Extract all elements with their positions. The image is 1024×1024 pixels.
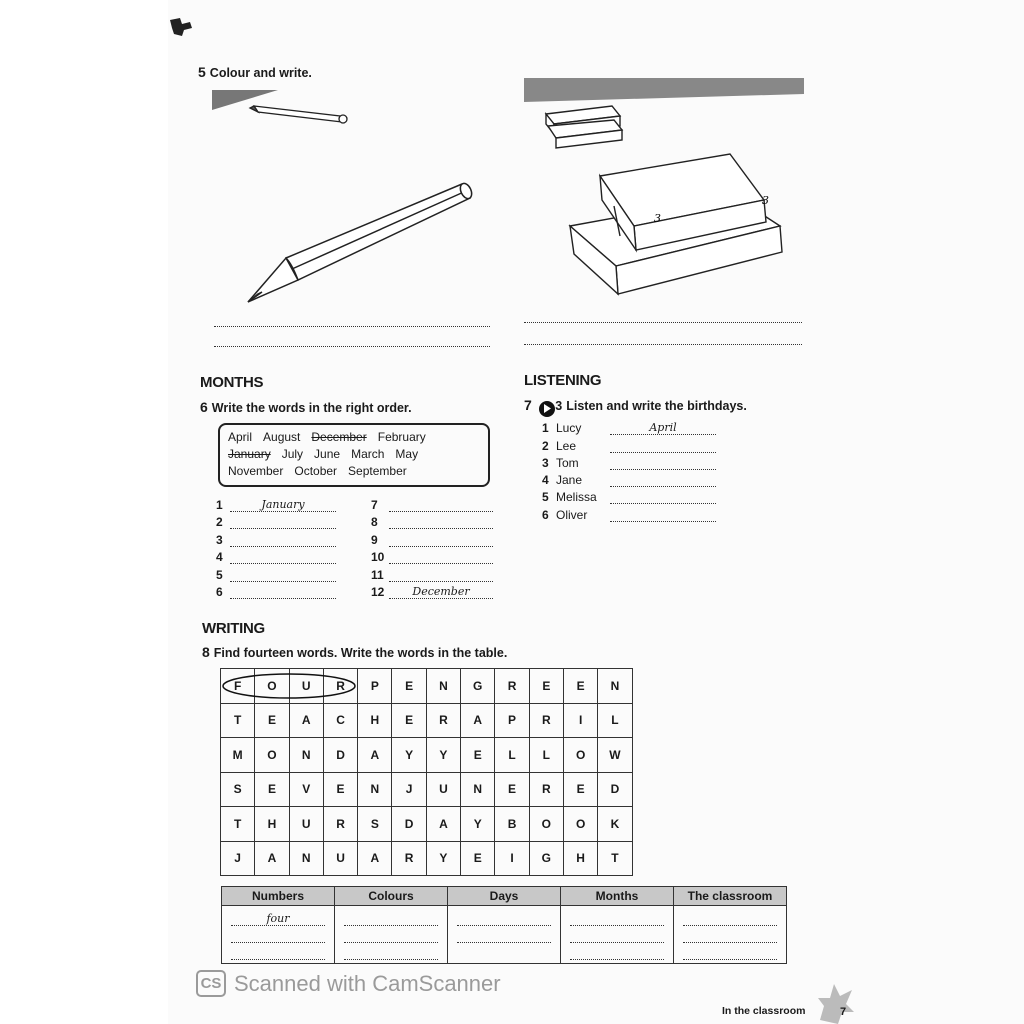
camscanner-logo-icon: CS [196,970,226,997]
category-answer-cell [674,906,787,964]
grid-letter[interactable]: P [495,703,529,738]
listening-name: Tom [556,455,579,470]
listening-row [542,453,716,470]
grid-letter[interactable]: G [461,669,495,704]
grid-row [221,807,633,842]
answer-number: 7 [371,497,378,512]
category-table-wrapper [221,886,787,964]
month-word: June [314,447,341,461]
category-header: Months [561,887,674,906]
listening-number: 2 [542,438,549,453]
birthday-answer-line[interactable] [610,490,716,504]
grid-letter[interactable]: R [392,841,426,876]
pencil-illustration [212,88,492,348]
listening-number: 3 [542,455,549,470]
grid-row [221,703,633,738]
months-answer-row [371,547,493,565]
grid-letter[interactable]: H [358,703,392,738]
grid-letter[interactable]: N [598,669,632,704]
ex5-title: 5 Colour and write. [198,64,312,80]
ex5-books-line-2[interactable] [524,344,802,345]
answer-number: 4 [216,550,223,564]
grid-letter[interactable]: Y [426,738,460,773]
category-header-row [222,887,787,906]
answer-handwriting: January [261,497,305,511]
month-word: August [263,430,301,444]
months-answers-col-2 [371,494,493,599]
grid-letter[interactable]: R [323,807,357,842]
grid-letter[interactable]: L [495,738,529,773]
category-answer-line[interactable] [683,912,777,926]
birthday-answer-line[interactable] [610,439,716,453]
grid-letter[interactable]: J [392,772,426,807]
grid-letter[interactable]: A [358,738,392,773]
category-table [221,886,787,964]
grid-letter[interactable]: H [255,807,289,842]
listening-name: Jane [556,473,583,488]
month-word: December [311,430,367,444]
month-word: October [294,464,338,478]
listening-number: 4 [542,473,549,488]
months-answer-row [371,582,493,600]
grid-letter[interactable]: N [289,738,323,773]
months-answers-col-1 [216,494,336,599]
scanner-watermark [196,970,501,997]
grid-letter[interactable]: P [358,669,392,704]
grid-letter[interactable]: U [289,669,323,704]
listening-list [542,418,716,522]
grid-letter[interactable]: D [598,772,632,807]
grid-letter[interactable]: E [255,703,289,738]
listening-number: 6 [542,507,549,522]
listening-row [542,470,716,487]
grid-letter[interactable]: N [461,772,495,807]
grid-letter[interactable]: U [426,772,460,807]
birthday-answer-line[interactable] [610,456,716,470]
category-answer-line[interactable] [344,929,438,943]
category-answer-line[interactable] [570,946,664,960]
months-heading: MONTHS [200,374,264,391]
grid-letter[interactable]: E [529,669,563,704]
grid-letter[interactable]: R [323,669,357,704]
grid-letter[interactable]: R [495,669,529,704]
grid-letter[interactable]: E [495,772,529,807]
page-number: 7 [840,1006,847,1018]
grid-letter[interactable]: A [358,841,392,876]
listening-name: Oliver [556,507,588,522]
grid-letter[interactable]: N [426,669,460,704]
category-answer-line[interactable] [570,912,664,926]
month-word: March [351,447,385,461]
listening-row [542,418,716,435]
birthday-answer-line[interactable] [610,421,716,435]
grid-letter[interactable]: D [392,807,426,842]
grid-row [221,738,633,773]
category-answer-cell [561,906,674,964]
category-answer-line[interactable] [344,946,438,960]
answer-line[interactable] [389,550,493,564]
workbook-page [168,0,1024,1024]
category-answer-line[interactable] [231,912,325,926]
category-answer-line[interactable] [457,912,551,926]
grid-letter[interactable]: Y [461,807,495,842]
grid-letter[interactable]: E [392,703,426,738]
grid-letter[interactable]: R [426,703,460,738]
grid-letter[interactable]: L [598,703,632,738]
month-word: April [228,430,253,444]
grid-letter[interactable]: C [323,703,357,738]
category-answer-line[interactable] [683,946,777,960]
answer-line[interactable] [389,515,493,529]
months-answer-row [371,512,493,530]
months-answer-row [216,529,336,547]
listening-row [542,435,716,452]
grid-letter[interactable]: J [221,841,255,876]
grid-letter[interactable]: O [563,738,597,773]
answer-line[interactable] [389,568,493,582]
answer-number: 2 [216,515,223,529]
word-search-wrapper [220,668,633,876]
grid-letter[interactable]: L [529,738,563,773]
months-word-box [218,423,490,487]
answer-number: 10 [371,550,385,564]
ex5-answer-line-1[interactable] [214,326,490,327]
grid-letter[interactable]: D [323,738,357,773]
grid-letter[interactable]: N [289,841,323,876]
grid-letter[interactable]: A [255,841,289,876]
category-answer-line[interactable] [570,929,664,943]
audio-play-icon[interactable] [539,401,555,417]
grid-letter[interactable]: Y [426,841,460,876]
month-word: July [281,447,304,461]
grid-row [221,772,633,807]
category-answer-line[interactable] [231,946,325,960]
category-answer-cell [448,906,561,964]
category-handwriting: four [266,912,290,925]
grid-letter[interactable]: R [529,772,563,807]
answer-number: 11 [371,567,384,582]
category-header: Days [448,887,561,906]
grid-letter[interactable]: E [392,669,426,704]
grid-letter[interactable]: I [563,703,597,738]
answer-number: 3 [216,532,223,547]
grid-letter[interactable]: B [495,807,529,842]
grid-letter[interactable]: M [221,738,255,773]
grid-letter[interactable]: A [461,703,495,738]
grid-letter[interactable]: T [221,703,255,738]
answer-number: 6 [216,585,223,599]
four-circle-mark [220,672,360,702]
ex5-books-line-1[interactable] [524,322,802,323]
svg-text:3: 3 [762,194,769,207]
grid-letter[interactable]: T [221,807,255,842]
grid-letter[interactable]: G [529,841,563,876]
grid-letter[interactable]: U [289,807,323,842]
months-answer-row [216,564,336,582]
grid-letter[interactable]: E [563,669,597,704]
answer-line[interactable] [230,568,336,582]
category-answer-cell [335,906,448,964]
months-answer-row [371,564,493,582]
ex7-title: 7 3 Listen and write the birthdays. [524,397,747,417]
months-answer-row [216,547,336,565]
scan-margin [0,0,168,1024]
birthday-handwriting: April [649,421,677,435]
grid-letter[interactable]: U [323,841,357,876]
answer-line[interactable] [389,585,493,599]
answer-line[interactable] [230,550,336,564]
page-corner-splash-icon [814,980,856,1024]
grid-letter[interactable]: A [289,703,323,738]
answer-number: 12 [371,585,385,599]
ex6-title: 6 Write the words in the right order. [200,399,412,415]
months-answer-row [216,494,336,512]
listening-name: Lucy [556,421,582,436]
month-word: November [228,464,284,478]
grid-letter[interactable]: V [289,772,323,807]
grid-letter[interactable]: W [598,738,632,773]
grid-letter[interactable]: E [563,772,597,807]
grid-letter[interactable]: E [461,738,495,773]
listening-number: 1 [542,421,549,436]
watermark-text: Scanned with CamScanner [234,970,501,996]
answer-number: 1 [216,497,223,512]
answer-handwriting: December [412,585,470,598]
month-word: May [395,447,419,461]
grid-letter[interactable]: H [563,841,597,876]
books-illustration [524,76,804,316]
month-word: February [377,430,426,444]
answer-number: 5 [216,567,223,582]
footer-unit-title: In the classroom [722,1005,806,1017]
grid-letter[interactable]: O [255,738,289,773]
grid-letter[interactable]: S [221,772,255,807]
grid-letter[interactable]: E [323,772,357,807]
months-answer-row [371,494,493,512]
category-answer-line[interactable] [457,929,551,943]
grid-letter[interactable]: I [495,841,529,876]
months-answer-row [216,582,336,600]
answer-line[interactable] [230,533,336,547]
category-header: The classroom [674,887,787,906]
grid-letter[interactable]: N [358,772,392,807]
category-header: Numbers [222,887,335,906]
listening-row [542,487,716,504]
answer-line[interactable] [389,498,493,512]
birthday-answer-line[interactable] [610,473,716,487]
answer-line[interactable] [389,533,493,547]
ex5-answer-line-2[interactable] [214,346,490,347]
grid-letter[interactable]: K [598,807,632,842]
listening-row [542,504,716,521]
month-word: January [228,447,271,461]
grid-letter[interactable]: Y [392,738,426,773]
listening-heading: LISTENING [524,372,602,389]
listening-number: 5 [542,490,549,505]
month-word: September [348,464,407,478]
answer-number: 8 [371,515,378,529]
category-answer-row [222,906,787,964]
listening-name: Melissa [556,490,597,505]
months-answer-row [216,512,336,530]
grid-letter[interactable]: T [598,841,632,876]
birthday-answer-line[interactable] [610,508,716,522]
answer-line[interactable] [230,585,336,599]
grid-letter[interactable]: E [255,772,289,807]
grid-letter[interactable]: F [221,669,255,704]
grid-letter[interactable]: S [358,807,392,842]
ex8-title: 8 Find fourteen words. Write the words in the table. [202,644,508,660]
category-header: Colours [335,887,448,906]
listening-name: Lee [556,438,577,453]
answer-line[interactable] [230,515,336,529]
grid-letter[interactable]: O [563,807,597,842]
grid-letter[interactable]: E [461,841,495,876]
answer-number: 9 [371,532,378,547]
category-answer-line[interactable] [231,929,325,943]
months-answer-row [371,529,493,547]
grid-letter[interactable]: O [529,807,563,842]
grid-letter[interactable]: O [255,669,289,704]
answer-line[interactable] [230,498,336,512]
category-answer-line[interactable] [683,929,777,943]
grid-letter[interactable]: R [529,703,563,738]
grid-letter[interactable]: A [426,807,460,842]
category-answer-cell [222,906,335,964]
grid-row [221,841,633,876]
corner-smudge-icon [168,16,198,38]
svg-text:3: 3 [654,212,661,225]
category-answer-line[interactable] [344,912,438,926]
writing-heading: WRITING [202,620,265,637]
